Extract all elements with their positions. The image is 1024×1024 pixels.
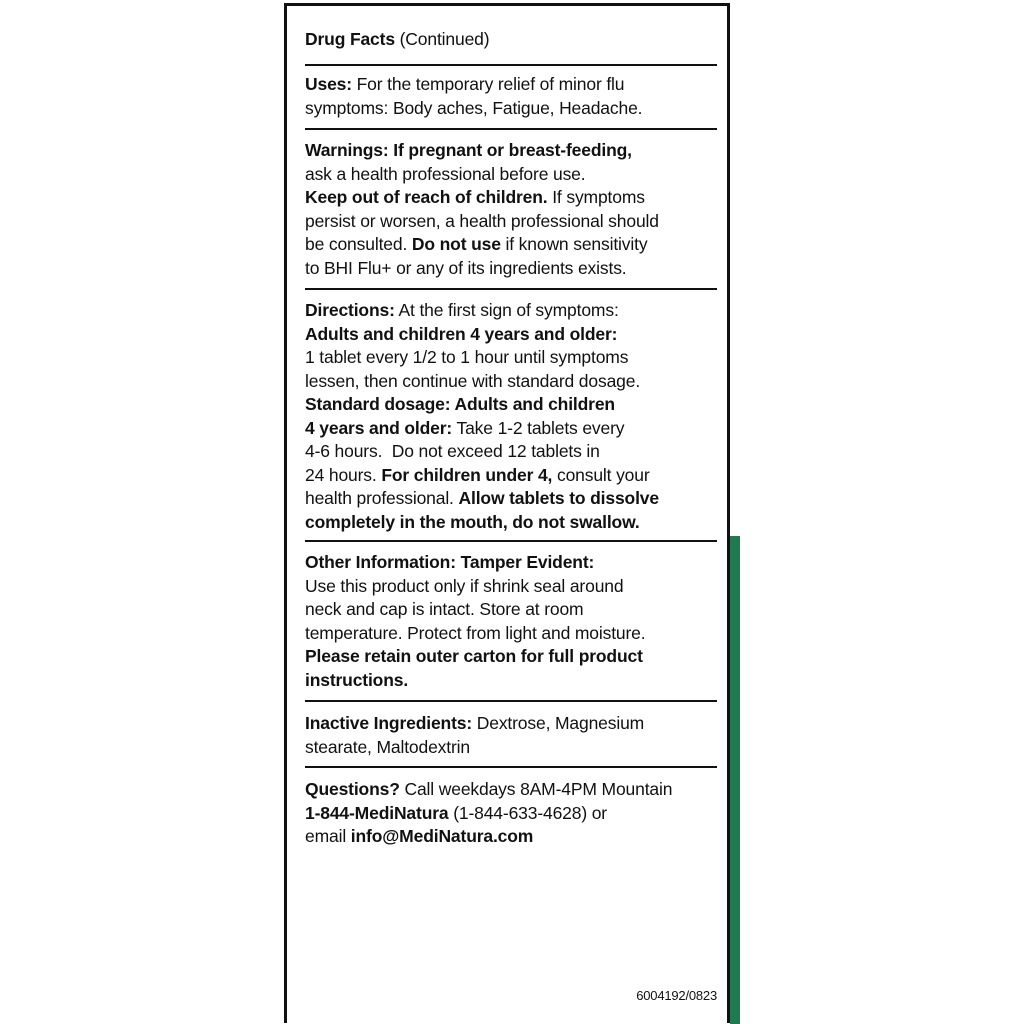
inactive-ingredients-text: Dextrose, Magnesium [476, 713, 645, 733]
other-information-text: temperature. Protect from light and moisture. [305, 622, 646, 643]
uses-text: symptoms: Body aches, Fatigue, Headache. [305, 97, 643, 118]
other-information-text: neck and cap is intact. Store at room [305, 599, 584, 619]
directions-bold: Allow tablets to dissolve [458, 488, 659, 508]
uses-label: Uses: [305, 74, 352, 94]
directions-bold: Standard dosage: Adults and children [305, 394, 615, 414]
divider [305, 766, 717, 768]
product-code: 6004192/0823 [636, 988, 717, 1003]
continued-label: (Continued) [399, 29, 490, 49]
other-information-label: Other Information: Tamper Evident: [305, 552, 595, 572]
questions-label: Questions? [305, 779, 400, 799]
phone-number: 1-844-MediNatura [305, 802, 449, 823]
divider [305, 128, 717, 130]
warnings-label: Warnings: [305, 140, 389, 160]
warnings-text: ask a health professional before use. [305, 163, 586, 184]
warnings-text: be consulted. [305, 234, 408, 254]
warnings-bold: If pregnant or breast-feeding, [393, 140, 632, 160]
other-information-bold: Please retain outer carton for full product [305, 646, 643, 666]
warnings-section [305, 139, 727, 280]
inactive-ingredients-section [305, 712, 727, 759]
divider [305, 64, 717, 66]
warnings-text: if known sensitivity [505, 234, 648, 254]
directions-text: Take 1-2 tablets every [456, 417, 625, 438]
other-information-text: Use this product only if shrink seal around [305, 575, 624, 596]
email-address: info@MediNatura.com [350, 826, 534, 846]
warnings-text: If symptoms [552, 187, 645, 207]
directions-label: Directions: [305, 300, 395, 320]
directions-text: consult your [556, 464, 650, 485]
directions-text: lessen, then continue with standard dosage. [305, 370, 641, 391]
other-information-bold: instructions. [305, 669, 409, 690]
directions-bold: For children under 4, [381, 464, 553, 485]
divider [305, 700, 717, 702]
warnings-text: persist or worsen, a health professional should [305, 210, 659, 231]
drug-facts-title: Drug Facts [305, 29, 395, 49]
drug-facts-panel [284, 3, 730, 1023]
directions-bold: 4 years and older: [305, 417, 453, 438]
drug-facts-header [305, 28, 727, 52]
warnings-bold: Do not use [411, 234, 501, 254]
directions-text: health professional. [305, 488, 454, 508]
green-packaging-edge [730, 536, 740, 1024]
questions-section [305, 778, 727, 849]
directions-text: 24 hours. [305, 464, 377, 485]
directions-text: 1 tablet every 1/2 to 1 hour until symptoms [305, 347, 629, 367]
directions-section [305, 299, 727, 534]
directions-text: At the first sign of symptoms: [398, 300, 619, 320]
questions-text: (1-844-633-4628) or [453, 802, 607, 823]
inactive-ingredients-text: stearate, Maltodextrin [305, 736, 470, 757]
inactive-ingredients-label: Inactive Ingredients: [305, 713, 473, 733]
directions-bold: Adults and children 4 years and older: [305, 323, 618, 344]
directions-bold: completely in the mouth, do not swallow. [305, 511, 640, 532]
warnings-text: to BHI Flu+ or any of its ingredients exists. [305, 257, 627, 278]
questions-text: email [305, 826, 347, 846]
uses-text: For the temporary relief of minor flu [356, 74, 625, 94]
questions-text: Call weekdays 8AM-4PM Mountain [404, 779, 673, 799]
directions-text: 4-6 hours. Do not exceed 12 tablets in [305, 441, 600, 461]
warnings-bold: Keep out of reach of children. [305, 187, 548, 207]
other-information-section [305, 551, 727, 692]
divider [305, 540, 717, 542]
divider [305, 288, 717, 290]
uses-section [305, 73, 727, 120]
